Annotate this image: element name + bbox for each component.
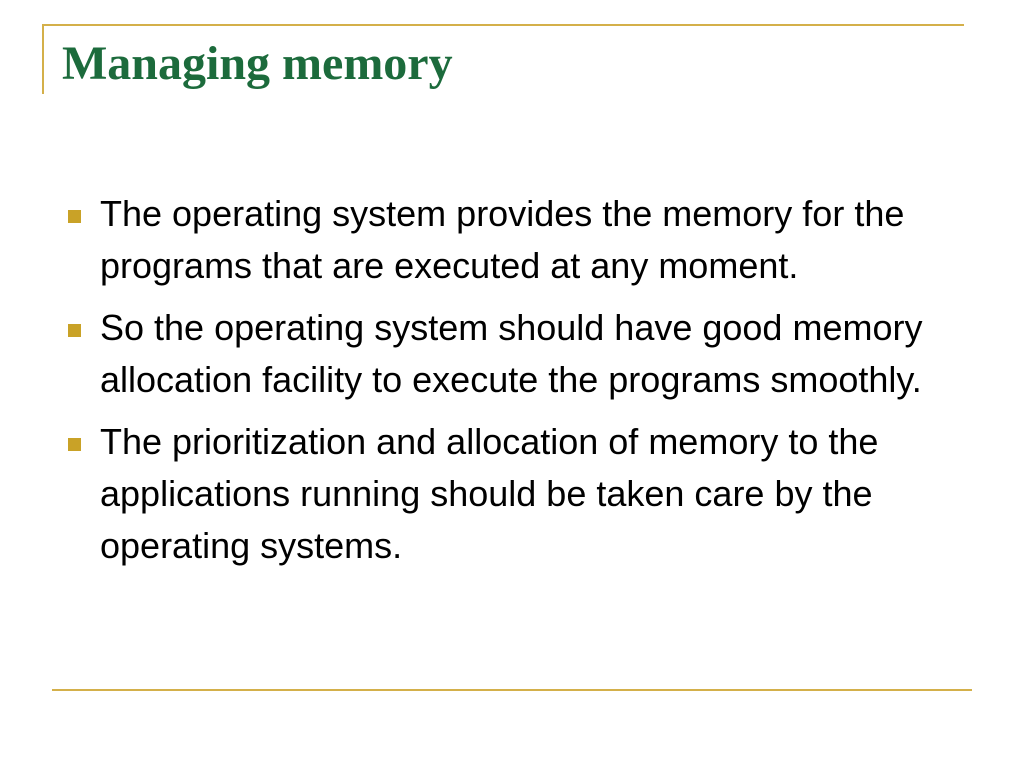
- bullet-item: [62, 302, 962, 406]
- square-bullet-icon: [68, 324, 81, 337]
- slide-title: Managing memory: [62, 37, 453, 90]
- bullet-item: [62, 416, 962, 572]
- title-frame-top-line: [42, 24, 964, 26]
- bullet-item: [62, 188, 962, 292]
- title-frame-left-line: [42, 24, 44, 94]
- bottom-divider-line: [52, 689, 972, 691]
- bullet-text: So the operating system should have good memory allocation facility to execute the programs smoothly.: [100, 307, 923, 400]
- bullet-list: [62, 188, 962, 582]
- bullet-text: The operating system provides the memory for the programs that are executed at any moment.: [100, 193, 905, 286]
- square-bullet-icon: [68, 438, 81, 451]
- bullet-text: The prioritization and allocation of memory to the applications running should be taken care by the operating systems.: [100, 421, 879, 566]
- square-bullet-icon: [68, 210, 81, 223]
